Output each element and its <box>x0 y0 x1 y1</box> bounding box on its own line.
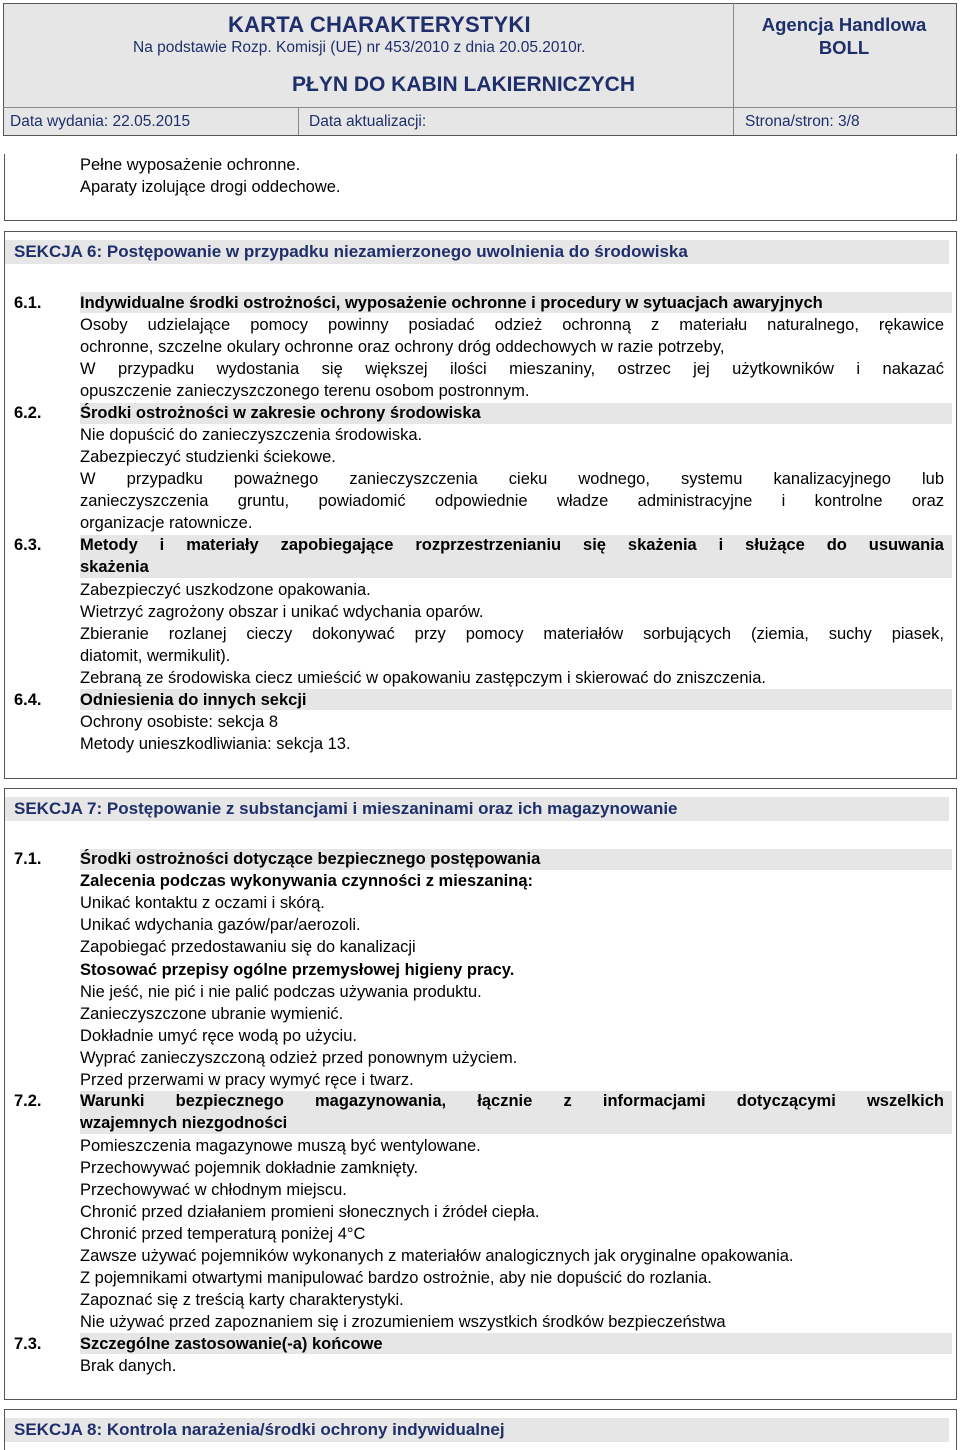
paragraph-line: opuszczenie zanieczyszczonego terenu osobom postronnym. <box>80 382 530 400</box>
header-divider <box>3 107 957 108</box>
subsection-number: 7.3. <box>14 1335 42 1353</box>
subsection-number: 6.1. <box>14 294 42 312</box>
product-name: PŁYN DO KABIN LAKIERNICZYCH <box>292 73 636 96</box>
paragraph-line: W przypadku wydostania się większej ilości mieszaniny, ostrzec jej użytkowników i nakazać <box>80 360 944 378</box>
paragraph-line: Osoby udzielające pomocy powinny posiadać odzież ochronną z materiału naturalnego, rękawice <box>80 316 944 334</box>
paragraph <box>80 358 944 380</box>
agency-name: Agencja Handlowa <box>761 14 927 35</box>
text-line: Dokładnie umyć ręce wodą po użyciu. <box>80 1027 357 1045</box>
agency-name: BOLL <box>818 37 870 58</box>
subsection-heading-line: skażenia <box>80 558 149 576</box>
text-line: Zanieczyszczone ubranie wymienić. <box>80 1005 344 1023</box>
subsection-heading-line: Warunki bezpiecznego magazynowania, łącznie z informacjami dotyczącymi wszelkich <box>80 1092 944 1110</box>
text-line: Nie dopuścić do zanieczyszczenia środowiska. <box>80 426 423 444</box>
subsection-heading-line: Metody i materiały zapobiegające rozprzestrzenianiu się skażenia i służące do usuwania <box>80 536 944 554</box>
section-7-title: SEKCJA 7: Postępowanie z substancjami i mieszaninami oraz ich magazynowanie <box>14 799 678 818</box>
carryover-line: Pełne wyposażenie ochronne. <box>80 156 301 174</box>
subsection-number: 6.3. <box>14 536 42 554</box>
section-6-title: SEKCJA 6: Postępowanie w przypadku niezamierzonego uwolnienia do środowiska <box>14 242 688 261</box>
text-line: Pomieszczenia magazynowe muszą być wentylowane. <box>80 1137 481 1155</box>
paragraph-line: organizacje ratownicze. <box>80 514 253 532</box>
text-line: Brak danych. <box>80 1357 177 1375</box>
text-line: Nie jeść, nie pić i nie palić podczas używania produktu. <box>80 983 482 1001</box>
text-line: Metody unieszkodliwiania: sekcja 13. <box>80 735 351 753</box>
header-divider <box>298 108 299 135</box>
text-line: Ochrony osobiste: sekcja 8 <box>80 713 279 731</box>
subsection-heading: Indywidualne środki ostrożności, wyposażenie ochronne i procedury w sytuacjach awaryjnych <box>80 294 823 312</box>
text-line: Unikać wdychania gazów/par/aerozoli. <box>80 916 361 934</box>
paragraph-line: diatomit, wermikulit). <box>80 647 231 665</box>
section-8-title: SEKCJA 8: Kontrola narażenia/środki ochrony indywidualnej <box>14 1420 505 1439</box>
text-line: Przechowywać pojemnik dokładnie zamknięty. <box>80 1159 419 1177</box>
regulation-note: Na podstawie Rozp. Komisji (UE) nr 453/2010 z dnia 20.05.2010r. <box>133 39 586 56</box>
carryover-line: Aparaty izolujące drogi oddechowe. <box>80 178 341 196</box>
text-line: Zapobiegać przedostawaniu się do kanalizacji <box>80 938 416 956</box>
sub-heading: Stosować przepisy ogólne przemysłowej higieny pracy. <box>80 961 515 979</box>
text-line: Chronić przed działaniem promieni słonecznych i źródeł ciepła. <box>80 1203 540 1221</box>
subsection-number: 7.2. <box>14 1092 42 1110</box>
paragraph-line: ochronne, szczelne okulary ochronne oraz ochrony dróg oddechowych w razie potrzeby, <box>80 338 725 356</box>
subsection-heading-line: wzajemnych niezgodności <box>80 1114 288 1132</box>
text-line: Przed przerwami w pracy wymyć ręce i twarz. <box>80 1071 414 1089</box>
document-title: KARTA CHARAKTERYSTYKI <box>228 12 531 37</box>
subsection-number: 6.2. <box>14 404 42 422</box>
paragraph <box>80 468 944 512</box>
page-number: Strona/stron: 3/8 <box>745 113 860 130</box>
document-header <box>0 0 960 140</box>
paragraph-line: Zbieranie rozlanej cieczy dokonywać przy pomocy materiałów sorbujących (ziemia, suchy piasek, <box>80 625 944 643</box>
subsection-heading: Środki ostrożności w zakresie ochrony środowiska <box>80 404 481 422</box>
subsection-number: 6.4. <box>14 691 42 709</box>
header-divider <box>733 108 734 135</box>
text-line: Nie używać przed zapoznaniem się i zrozumieniem wszystkich środków bezpieczeństwa <box>80 1313 726 1331</box>
text-line: Wyprać zanieczyszczoną odzież przed ponownym użyciem. <box>80 1049 518 1067</box>
subsection-heading <box>80 534 944 556</box>
update-date: Data aktualizacji: <box>309 113 427 130</box>
text-line: Wietrzyć zagrożony obszar i unikać wdychania oparów. <box>80 603 484 621</box>
sub-heading: Zalecenia podczas wykonywania czynności z mieszaniną: <box>80 872 533 890</box>
paragraph-line: W przypadku poważnego zanieczyszczenia cieku wodnego, systemu kanalizacyjnego lub <box>80 470 944 488</box>
text-line: Chronić przed temperaturą poniżej 4°C <box>80 1225 366 1243</box>
subsection-heading: Szczególne zastosowanie(-a) końcowe <box>80 1335 383 1353</box>
text-line: Unikać kontaktu z oczami i skórą. <box>80 894 325 912</box>
text-line: Zabezpieczyć uszkodzone opakowania. <box>80 581 371 599</box>
subsection-heading: Środki ostrożności dotyczące bezpiecznego postępowania <box>80 850 541 868</box>
subsection-heading <box>80 1090 944 1112</box>
text-line: Zapoznać się z treścią karty charakterystyki. <box>80 1291 404 1309</box>
text-line: Zabezpieczyć studzienki ściekowe. <box>80 448 336 466</box>
paragraph <box>80 623 944 645</box>
text-line: Zebraną ze środowiska ciecz umieścić w opakowaniu zastępczym i skierować do zniszczenia. <box>80 669 766 687</box>
text-line: Z pojemnikami otwartymi manipulować bardzo ostrożnie, aby nie dopuścić do rozlania. <box>80 1269 712 1287</box>
subsection-heading: Odniesienia do innych sekcji <box>80 691 307 709</box>
text-line: Przechowywać w chłodnym miejscu. <box>80 1181 347 1199</box>
paragraph <box>80 314 944 336</box>
text-line: Zawsze używać pojemników wykonanych z materiałów analogicznych jak oryginalne opakowania. <box>80 1247 794 1265</box>
subsection-number: 7.1. <box>14 850 42 868</box>
paragraph-line: zanieczyszczenia gruntu, powiadomić odpowiednie władze administracyjne i kontrolne oraz <box>80 492 944 510</box>
issue-date: Data wydania: 22.05.2015 <box>10 113 191 130</box>
